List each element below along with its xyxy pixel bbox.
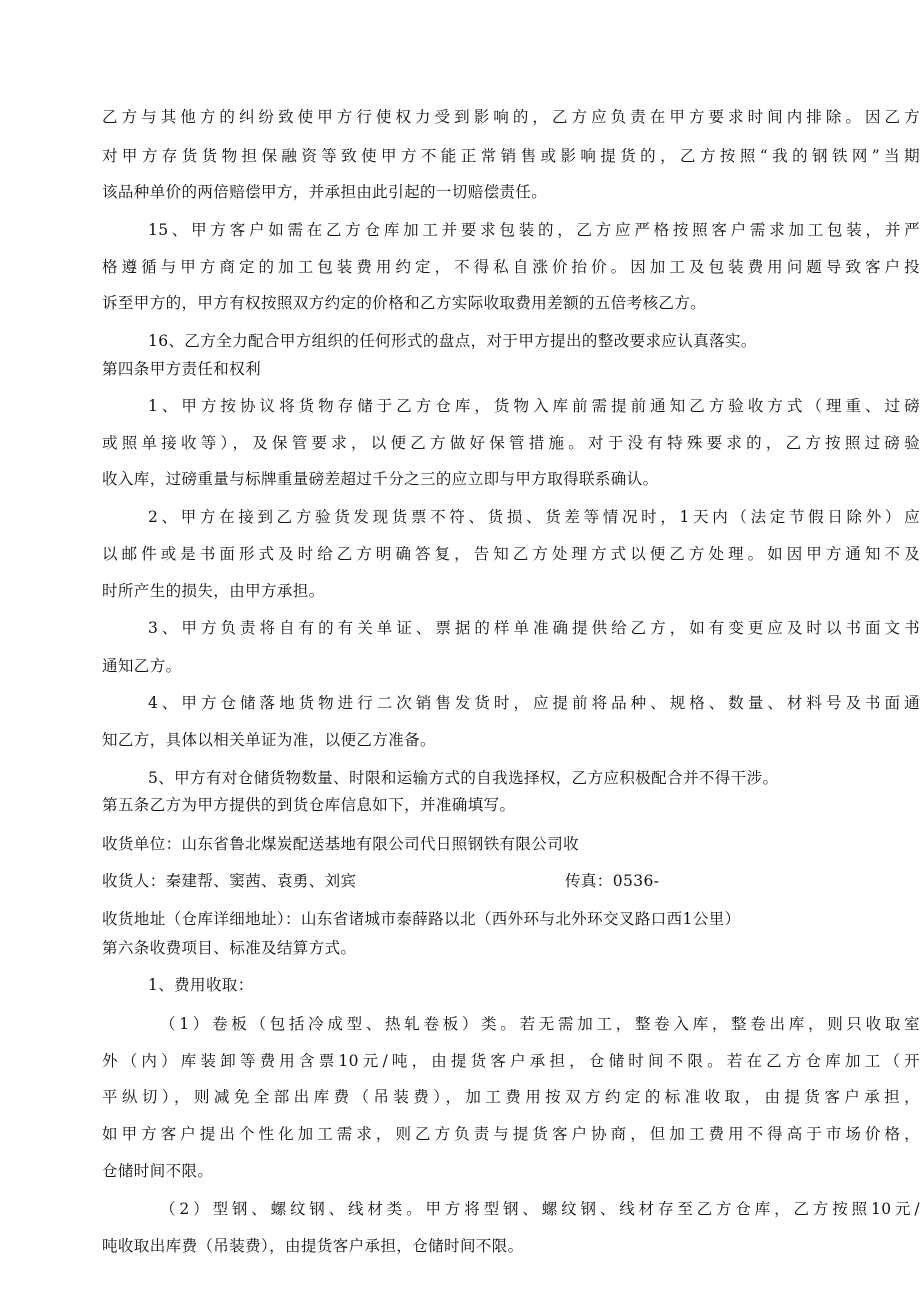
paragraph-line: 通知乙方。: [102, 657, 182, 675]
section-heading-4: 第四条甲方责任和权利: [102, 360, 262, 378]
paragraph-line: 外（内）库装卸等费用含票10元/吨，由提货客户承担，仓储时间不限。若在乙方仓库加工（开: [102, 1052, 920, 1070]
paragraph-line: 吨收取出库费（吊装费），由提货客户承担，仓储时间不限。: [102, 1237, 524, 1255]
paragraph-line: 或照单接收等），及保管要求，以便乙方做好保管措施。对于没有特殊要求的，乙方按照过磅验: [102, 434, 920, 452]
paragraph-line: 平纵切），则减免全部出库费（吊装费），加工费用按双方约定的标准收取，由提货客户承担，: [102, 1088, 920, 1106]
paragraph-line: 如甲方客户提出个性化加工需求，则乙方负责与提货客户协商，但加工费用不得高于市场价格，: [102, 1125, 920, 1143]
delivery-address: 收货地址（仓库详细地址）：山东省诸城市泰薛路以北（西外环与北外环交叉路口西1公里）: [102, 910, 741, 928]
paragraph-line: 乙方与其他方的纠纷致使甲方行使权力受到影响的，乙方应负责在甲方要求时间内排除。因乙方: [102, 108, 920, 126]
clause-16-line: 16、乙方全力配合甲方组织的任何形式的盘点，对于甲方提出的整改要求应认真落实。: [148, 332, 757, 350]
clause-line: 3、甲方负责将自有的有关单证、票据的样单准确提供给乙方，如有变更应及时以书面文书: [148, 619, 920, 637]
clause-line: 4、甲方仓储落地货物进行二次销售发货时，应提前将品种、规格、数量、材料号及书面通: [148, 694, 920, 712]
paragraph-line: 仓储时间不限。: [102, 1162, 214, 1180]
clause-line: 1、甲方按协议将货物存储于乙方仓库，货物入库前需提前通知乙方验收方式（理重、过磅: [148, 397, 920, 415]
fax-number: 传真：0536-: [565, 872, 660, 890]
clause-15-line: 15、甲方客户如需在乙方仓库加工并要求包装的，乙方应严格按照客户需求加工包装，并严: [148, 221, 920, 239]
consignee-unit: 收货单位：山东省鲁北煤炭配送基地有限公司代日照钢铁有限公司收: [102, 835, 580, 853]
clause-line: 1、费用收取：: [148, 976, 254, 994]
section-heading-6: 第六条收费项目、标准及结算方式。: [102, 939, 357, 957]
sub-clause-line: （2）型钢、螺纹钢、线材类。甲方将型钢、螺纹钢、线材存至乙方仓库，乙方按照10元/: [160, 1200, 920, 1218]
paragraph-line: 诉至甲方的，甲方有权按照双方约定的价格和乙方实际收取费用差额的五倍考核乙方。: [102, 294, 707, 312]
consignee-persons: 收货人：秦建帮、窦茜、袁勇、刘宾: [102, 872, 357, 890]
paragraph-line: 对甲方存货货物担保融资等致使甲方不能正常销售或影响提货的，乙方按照“我的钢铁网”当期: [102, 147, 920, 165]
clause-line: 5、甲方有对仓储货物数量、时限和运输方式的自我选择权，乙方应积极配合并不得干涉。: [148, 769, 779, 787]
sub-clause-line: （1）卷板（包括冷成型、热轧卷板）类。若无需加工，整卷入库，整卷出库，则只收取室: [160, 1015, 920, 1033]
paragraph-line: 以邮件或是书面形式及时给乙方明确答复，告知乙方处理方式以便乙方处理。如因甲方通知不及: [102, 545, 920, 563]
clause-line: 2、甲方在接到乙方验货发现货票不符、货损、货差等情况时，1天内（法定节假日除外）应: [148, 508, 920, 526]
paragraph-line: 该品种单价的两倍赔偿甲方，并承担由此引起的一切赔偿责任。: [102, 183, 548, 201]
section-heading-5: 第五条乙方为甲方提供的到货仓库信息如下，并准确填写。: [102, 796, 516, 814]
paragraph-line: 收入库，过磅重量与标牌重量磅差超过千分之三的应立即与甲方取得联系确认。: [102, 470, 659, 488]
paragraph-line: 知乙方，具体以相关单证为准，以便乙方准备。: [102, 731, 436, 749]
paragraph-line: 时所产生的损失，由甲方承担。: [102, 582, 325, 600]
paragraph-line: 格遵循与甲方商定的加工包装费用约定，不得私自涨价抬价。因加工及包装费用问题导致客户投: [102, 258, 920, 276]
